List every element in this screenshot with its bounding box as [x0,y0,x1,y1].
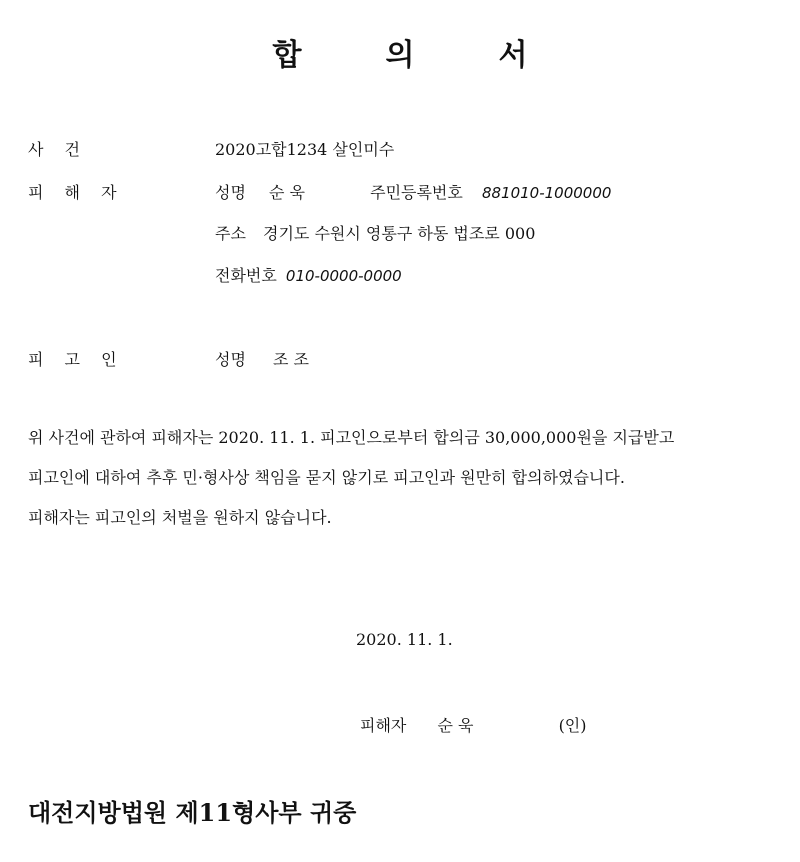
defendant-name-row [215,347,309,370]
defendant-label: 피 고 인 [28,350,125,369]
court-recipient: 대전지방법원 제11형사부 귀중 [28,798,357,827]
body-line-1: 위 사건에 관하여 피해자는 2020. 11. 1. 피고인으로부터 합의금 30,000,000원을 지급받고 [28,428,675,447]
victim-name-row [215,180,611,203]
body-line-2: 피고인에 대하여 추후 민·형사상 책임을 묻지 않기로 피고인과 원만히 합의하였습니다. [28,468,625,487]
signature-row [360,713,587,736]
agreement-body [28,418,788,538]
victim-phone: 010-0000-0000 [285,267,402,285]
victim-id-number: 881010-1000000 [481,184,612,202]
victim-label: 피 해 자 [28,183,125,202]
case-label: 사 건 [28,140,88,159]
agreement-date: 2020. 11. 1. [356,630,453,649]
victim-id-label: 주민등록번호 [370,183,463,202]
defendant-name: 조 조 [273,350,310,369]
title-char-2: 의 [385,38,415,73]
victim-address: 경기도 수원시 영통구 하동 법조로 000 [263,224,536,243]
signature-name: 순 욱 [437,716,474,735]
title-char-3: 서 [498,38,528,73]
victim-name: 순 욱 [269,183,306,202]
signature-label: 피해자 [360,716,407,735]
case-number: 2020고합1234 살인미수 [215,140,395,159]
victim-name-label: 성명 [215,183,246,202]
defendant-name-label: 성명 [215,350,246,369]
victim-phone-label: 전화번호 [215,266,277,285]
victim-phone-row [215,263,402,286]
body-line-3: 피해자는 피고인의 처벌을 원하지 않습니다. [28,508,332,527]
victim-address-row [215,221,535,244]
title-char-1: 합 [272,38,302,73]
document-title [0,30,800,74]
signature-seal: (인) [558,716,587,735]
victim-address-label: 주소 [215,224,246,243]
